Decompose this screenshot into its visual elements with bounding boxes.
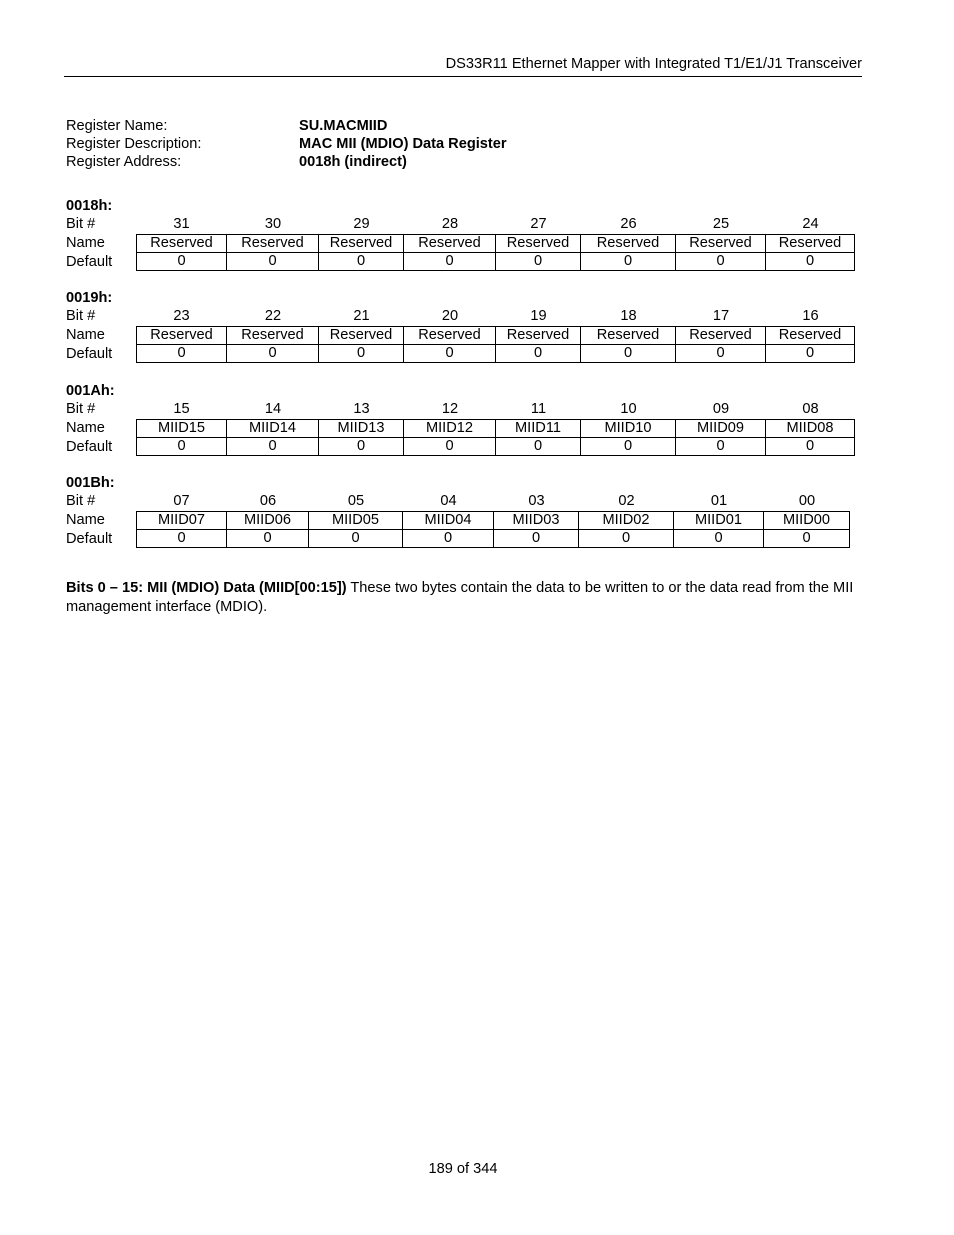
bit-number-row-cell: 07 (173, 493, 190, 509)
bit-number-row-cell: 06 (259, 493, 277, 509)
bit-number-row-cell: 09 (712, 401, 730, 417)
bit-number-row-cells (136, 492, 850, 511)
bit-name-row-cell: MIID01 (674, 511, 764, 530)
bit-number-row-cells (136, 307, 855, 326)
register-address-title: 0018h: (66, 198, 113, 214)
bit-number-row-cell: 29 (353, 216, 370, 232)
bit-default-row (66, 345, 815, 364)
bit-name-row-label: Name (66, 512, 105, 528)
bit-name-row-cell: Reserved (676, 326, 766, 345)
bit-number-row-label: Bit # (66, 493, 96, 509)
page-header: DS33R11 Ethernet Mapper with Integrated T1/E1/J1 Transceiver (445, 56, 862, 72)
bit-number-row-cell: 17 (712, 308, 730, 324)
bit-number-row-cell: 18 (620, 308, 637, 324)
bit-default-row-cell: 0 (309, 530, 403, 548)
bit-number-row (66, 307, 819, 326)
bit-name-row-cell: MIID04 (403, 511, 494, 530)
bit-number-row-cell: 02 (618, 493, 635, 509)
bit-name-row-cell: Reserved (581, 326, 676, 345)
bit-name-row-cell: MIID02 (579, 511, 674, 530)
bit-number-row-cell: 27 (530, 216, 547, 232)
bit-default-row-cell: 0 (404, 438, 496, 456)
bit-number-row-label: Bit # (66, 401, 96, 417)
bit-name-row-label: Name (66, 327, 105, 343)
bit-default-row-cell: 0 (227, 530, 309, 548)
bit-name-row-cell: MIID00 (764, 511, 850, 530)
bit-default-row-cell: 0 (766, 253, 855, 271)
bit-default-row-cells (136, 253, 855, 271)
bit-name-row-cell: MIID06 (227, 511, 309, 530)
bit-name-row-cell: MIID13 (319, 419, 404, 438)
register-description-row (66, 135, 507, 153)
bit-number-row-cell: 22 (264, 308, 282, 324)
bit-name-row-cell: MIID14 (227, 419, 319, 438)
bit-name-row-cell: Reserved (319, 234, 404, 253)
register-block (66, 197, 842, 272)
bit-name-row-cells (136, 326, 855, 345)
bit-name-row (66, 234, 842, 253)
bit-number-row-label: Bit # (66, 308, 96, 324)
bit-name-row-cell: Reserved (676, 234, 766, 253)
bit-default-row-cell: 0 (579, 530, 674, 548)
register-address-title: 001Bh: (66, 475, 115, 491)
header-divider (64, 76, 862, 77)
bit-name-row-cell: Reserved (581, 234, 676, 253)
bit-name-row-cell: Reserved (227, 234, 319, 253)
bit-default-row-cell: 0 (764, 530, 850, 548)
bit-number-row-cell: 28 (441, 216, 459, 232)
bit-default-row-cell: 0 (319, 345, 404, 363)
bit-number-row-cell: 15 (173, 401, 190, 417)
bit-number-row-cell: 30 (264, 216, 282, 232)
bit-number-row-cell: 19 (530, 308, 547, 324)
bit-name-row (66, 511, 831, 530)
bit-number-row-cell: 12 (441, 401, 459, 417)
bit-default-row-cell: 0 (136, 253, 227, 271)
bit-default-row-cell: 0 (496, 345, 581, 363)
register-info (66, 117, 507, 171)
bit-default-row-cell: 0 (766, 345, 855, 363)
bit-default-row-label: Default (66, 254, 113, 270)
bit-number-row-cell: 23 (173, 308, 190, 324)
register-block (66, 382, 834, 457)
bit-name-row-cell: Reserved (136, 234, 227, 253)
bit-name-row-cell: MIID09 (676, 419, 766, 438)
bit-number-row-cell: 31 (173, 216, 190, 232)
bit-number-row (66, 215, 819, 234)
bit-number-row-cell: 04 (440, 493, 457, 509)
register-address-title: 001Ah: (66, 383, 115, 399)
bit-name-row-cell: MIID12 (404, 419, 496, 438)
bit-name-row-cells (136, 511, 850, 530)
register-address-row (66, 153, 507, 171)
bit-number-row-label: Bit # (66, 216, 96, 232)
bit-default-row-cell: 0 (676, 345, 766, 363)
bit-number-row-cell: 01 (710, 493, 728, 509)
bit-name-row-cell: Reserved (227, 326, 319, 345)
bit-name-row-label: Name (66, 420, 105, 436)
bit-number-row-cell: 08 (802, 401, 819, 417)
bit-default-row-label: Default (66, 346, 113, 362)
bit-number-row-cell: 20 (441, 308, 459, 324)
bit-name-row-cell: MIID07 (136, 511, 227, 530)
bit-name-row-cell: Reserved (496, 326, 581, 345)
bit-number-row-cell: 11 (530, 401, 547, 417)
page-number: 189 of 344 (428, 1161, 498, 1177)
bit-name-row-cell: Reserved (319, 326, 404, 345)
bit-default-row-cell: 0 (494, 530, 579, 548)
register-block (66, 289, 842, 364)
bit-description-heading: Bits 0 – 15: MII (MDIO) Data (MIID[00:15]) (66, 580, 347, 596)
bit-number-row-cell: 21 (353, 308, 370, 324)
bit-number-row-cell: 00 (798, 493, 816, 509)
bit-default-row-cell: 0 (404, 253, 496, 271)
bit-default-row-cell: 0 (403, 530, 494, 548)
bit-name-row-cell: Reserved (766, 326, 855, 345)
bit-name-row-cells (136, 419, 855, 438)
bit-default-row-label: Default (66, 439, 113, 455)
bit-name-row (66, 419, 834, 438)
bit-default-row-cells (136, 438, 855, 456)
bit-number-row-cells (136, 215, 855, 234)
bit-default-row-label: Default (66, 531, 113, 547)
bit-default-row-cells (136, 530, 850, 548)
bit-number-row-cell: 03 (528, 493, 545, 509)
bit-default-row-cell: 0 (766, 438, 855, 456)
bit-number-row (66, 492, 816, 511)
bit-description (66, 579, 864, 617)
bit-number-row-cell: 14 (264, 401, 282, 417)
register-name-row (66, 117, 507, 135)
bit-default-row-cell: 0 (227, 253, 319, 271)
bit-default-row-cell: 0 (136, 530, 227, 548)
register-description-value: MAC MII (MDIO) Data Register (299, 136, 507, 152)
register-name-value: SU.MACMIID (299, 118, 388, 134)
bit-default-row-cell: 0 (136, 345, 227, 363)
bit-default-row-cell: 0 (136, 438, 227, 456)
bit-number-row-cell: 24 (802, 216, 819, 232)
bit-number-row-cell: 05 (347, 493, 365, 509)
bit-default-row-cell: 0 (581, 253, 676, 271)
register-address-value: 0018h (indirect) (299, 154, 407, 170)
bit-description-text: These two bytes contain the data to be written to or the data read from the MII management interface (MDIO). (66, 580, 854, 615)
bit-name-row-cell: Reserved (404, 326, 496, 345)
bit-default-row-cell: 0 (496, 253, 581, 271)
bit-name-row-cell: MIID05 (309, 511, 403, 530)
bit-number-row-cell: 16 (802, 308, 819, 324)
bit-name-row-cell: MIID03 (494, 511, 579, 530)
bit-number-row-cell: 26 (620, 216, 637, 232)
bit-default-row-cell: 0 (676, 438, 766, 456)
bit-default-row (66, 438, 815, 457)
bit-default-row-cell: 0 (676, 253, 766, 271)
bit-name-row-cell: Reserved (766, 234, 855, 253)
bit-number-row-cell: 13 (353, 401, 370, 417)
register-name-label: Register Name: (66, 118, 168, 134)
bit-default-row-cell: 0 (404, 345, 496, 363)
bit-default-row-cell: 0 (674, 530, 764, 548)
register-block (66, 474, 831, 549)
bit-default-row (66, 530, 811, 549)
bit-default-row-cell: 0 (581, 438, 676, 456)
bit-default-row-cell: 0 (319, 253, 404, 271)
bit-name-row-cell: MIID11 (496, 419, 581, 438)
bit-default-row-cells (136, 345, 855, 363)
register-description-label: Register Description: (66, 136, 202, 152)
bit-name-row-cell: Reserved (404, 234, 496, 253)
bit-default-row-cell: 0 (227, 345, 319, 363)
bit-default-row-cell: 0 (227, 438, 319, 456)
bit-name-row-cells (136, 234, 855, 253)
bit-number-row-cells (136, 400, 855, 419)
bit-number-row (66, 400, 819, 419)
bit-name-row-cell: MIID10 (581, 419, 676, 438)
bit-number-row-cell: 10 (620, 401, 637, 417)
bit-name-row-cell: Reserved (136, 326, 227, 345)
bit-name-row-cell: MIID08 (766, 419, 855, 438)
bit-name-row-cell: MIID15 (136, 419, 227, 438)
bit-name-row (66, 326, 842, 345)
register-address-label: Register Address: (66, 154, 182, 170)
bit-default-row-cell: 0 (581, 345, 676, 363)
register-address-title: 0019h: (66, 290, 113, 306)
bit-default-row-cell: 0 (496, 438, 581, 456)
bit-default-row (66, 253, 815, 272)
bit-name-row-label: Name (66, 235, 105, 251)
bit-default-row-cell: 0 (319, 438, 404, 456)
bit-number-row-cell: 25 (712, 216, 730, 232)
bit-name-row-cell: Reserved (496, 234, 581, 253)
